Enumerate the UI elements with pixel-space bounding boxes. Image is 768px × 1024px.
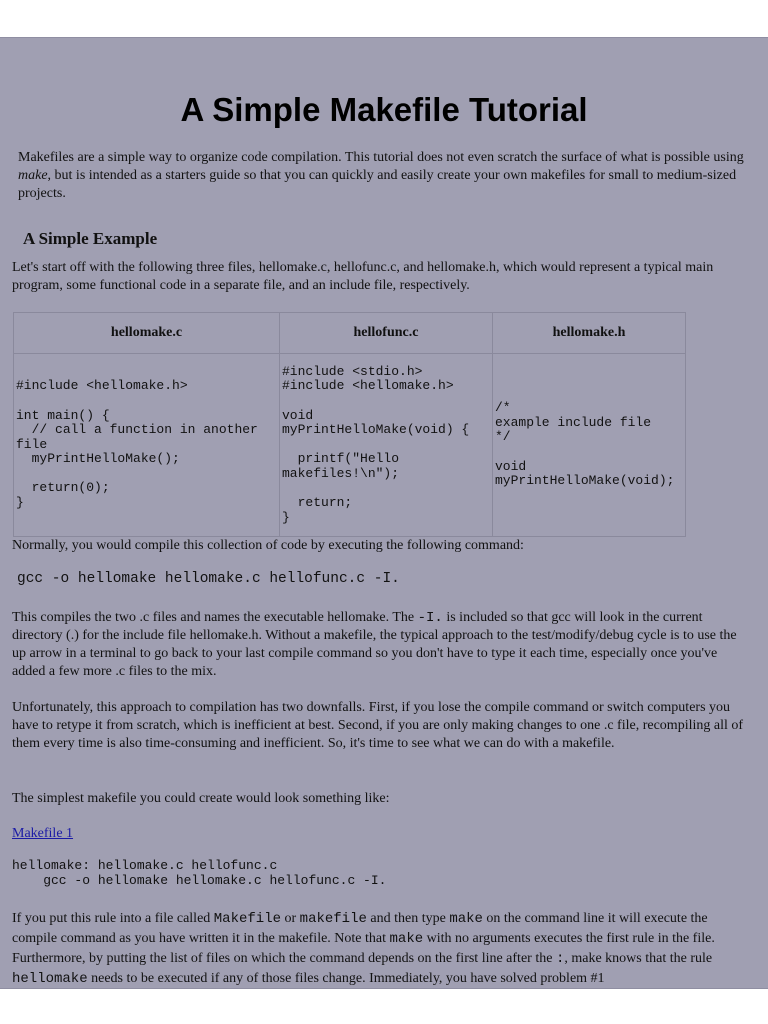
code-colon: : — [555, 951, 565, 967]
column-header-hellomake-c: hellomake.c — [14, 313, 280, 354]
column-header-hellofunc-c: hellofunc.c — [280, 313, 493, 354]
column-header-hellomake-h: hellomake.h — [493, 313, 686, 354]
paragraph-simplest-makefile: The simplest makefile you could create would look something like: — [12, 791, 390, 806]
section-heading: A Simple Example — [23, 229, 158, 248]
include-flag-code: -I. — [417, 610, 443, 626]
code-Makefile: Makefile — [213, 911, 281, 927]
code-hellofunc-c: #include <stdio.h> #include <hellomake.h> void myPrintHelloMake(void) { printf("Hello makefiles!\n"); return; } — [280, 354, 493, 537]
paragraph-compile-intro: Normally, you would compile this collection of code by executing the following command: — [12, 538, 524, 553]
para6-text-7: needs to be executed if any of those files change. Immediately, you have solved problem #1 — [87, 971, 605, 986]
code-hellomake-c: #include <hellomake.h> int main() { // call a function in another file myPrintHelloMake(); return(0); } — [14, 354, 280, 537]
para6-text-6: , make knows that the rule — [564, 951, 713, 966]
code-hellomake-h: /* example include file */ void myPrintHelloMake(void); — [493, 354, 686, 537]
code-make-2: make — [389, 931, 424, 947]
code-make: make — [449, 911, 483, 927]
source-files-table — [13, 312, 686, 537]
intro-text-1: Makefiles are a simple way to organize code compilation. This tutorial does not even scratch the surface of what is possible using — [18, 150, 744, 165]
para6-text-1: If you put this rule into a file called — [12, 911, 214, 926]
compile-command: gcc -o hellomake hellomake.c hellofunc.c -I. — [17, 571, 400, 587]
table-header-row — [14, 313, 686, 354]
para6-text-2: or — [281, 911, 300, 926]
makefile-1-link[interactable]: Makefile 1 — [12, 826, 74, 841]
paragraph-makefile-rule — [12, 909, 754, 989]
document-page — [0, 37, 768, 989]
para3-text-2: is included so that gcc will look in the current directory (.) for the include file hellomake.h. Without a makefile, the typical approach to the test/modify/debug cycle is to use the up arrow in a terminal to go back to your last compile command so you don't have to type it each time, especially once you've added a few more .c files to the mix. — [12, 610, 737, 679]
para6-text-4: on the command line it will execute the compile command as you have written it in the makefile. Note that — [12, 911, 708, 946]
page-title: A Simple Makefile Tutorial — [180, 91, 588, 128]
code-hellomake: hellomake — [12, 971, 88, 987]
intro-paragraph — [18, 149, 746, 203]
makefile-1-code: hellomake: hellomake.c hellofunc.c gcc -o hellomake hellomake.c hellofunc.c -I. — [12, 858, 387, 888]
code-makefile: makefile — [299, 911, 367, 927]
intro-text-2: , but is intended as a starters guide so that you can quickly and easily create your own makefiles for small to medium-sized projects. — [18, 168, 737, 201]
paragraph-compile-explanation — [12, 609, 754, 681]
paragraph-files-intro: Let's start off with the following three files, hellomake.c, hellofunc.c, and hellomake.h, which would represent a typical main program, some functional code in a separate file, and an include file, respectively. — [12, 260, 714, 293]
para6-text-3: and then type — [366, 911, 450, 926]
para6-text-5: with no arguments executes the first rule in the file. Furthermore, by putting the list of files on which the command depends on the first line after the — [12, 931, 715, 966]
para3-text-1: This compiles the two .c files and names the executable hellomake. The — [12, 610, 418, 625]
table-code-row — [14, 354, 686, 537]
intro-make-emphasis: make — [18, 168, 48, 183]
paragraph-downfalls: Unfortunately, this approach to compilation has two downfalls. First, if you lose the compile command or switch computers you have to retype it from scratch, which is inefficient at best. Second, if you are only making changes to one .c file, recompiling all of them every time is also time-consuming and inefficient. So, it's time to see what we can do with a makefile. — [12, 700, 744, 751]
